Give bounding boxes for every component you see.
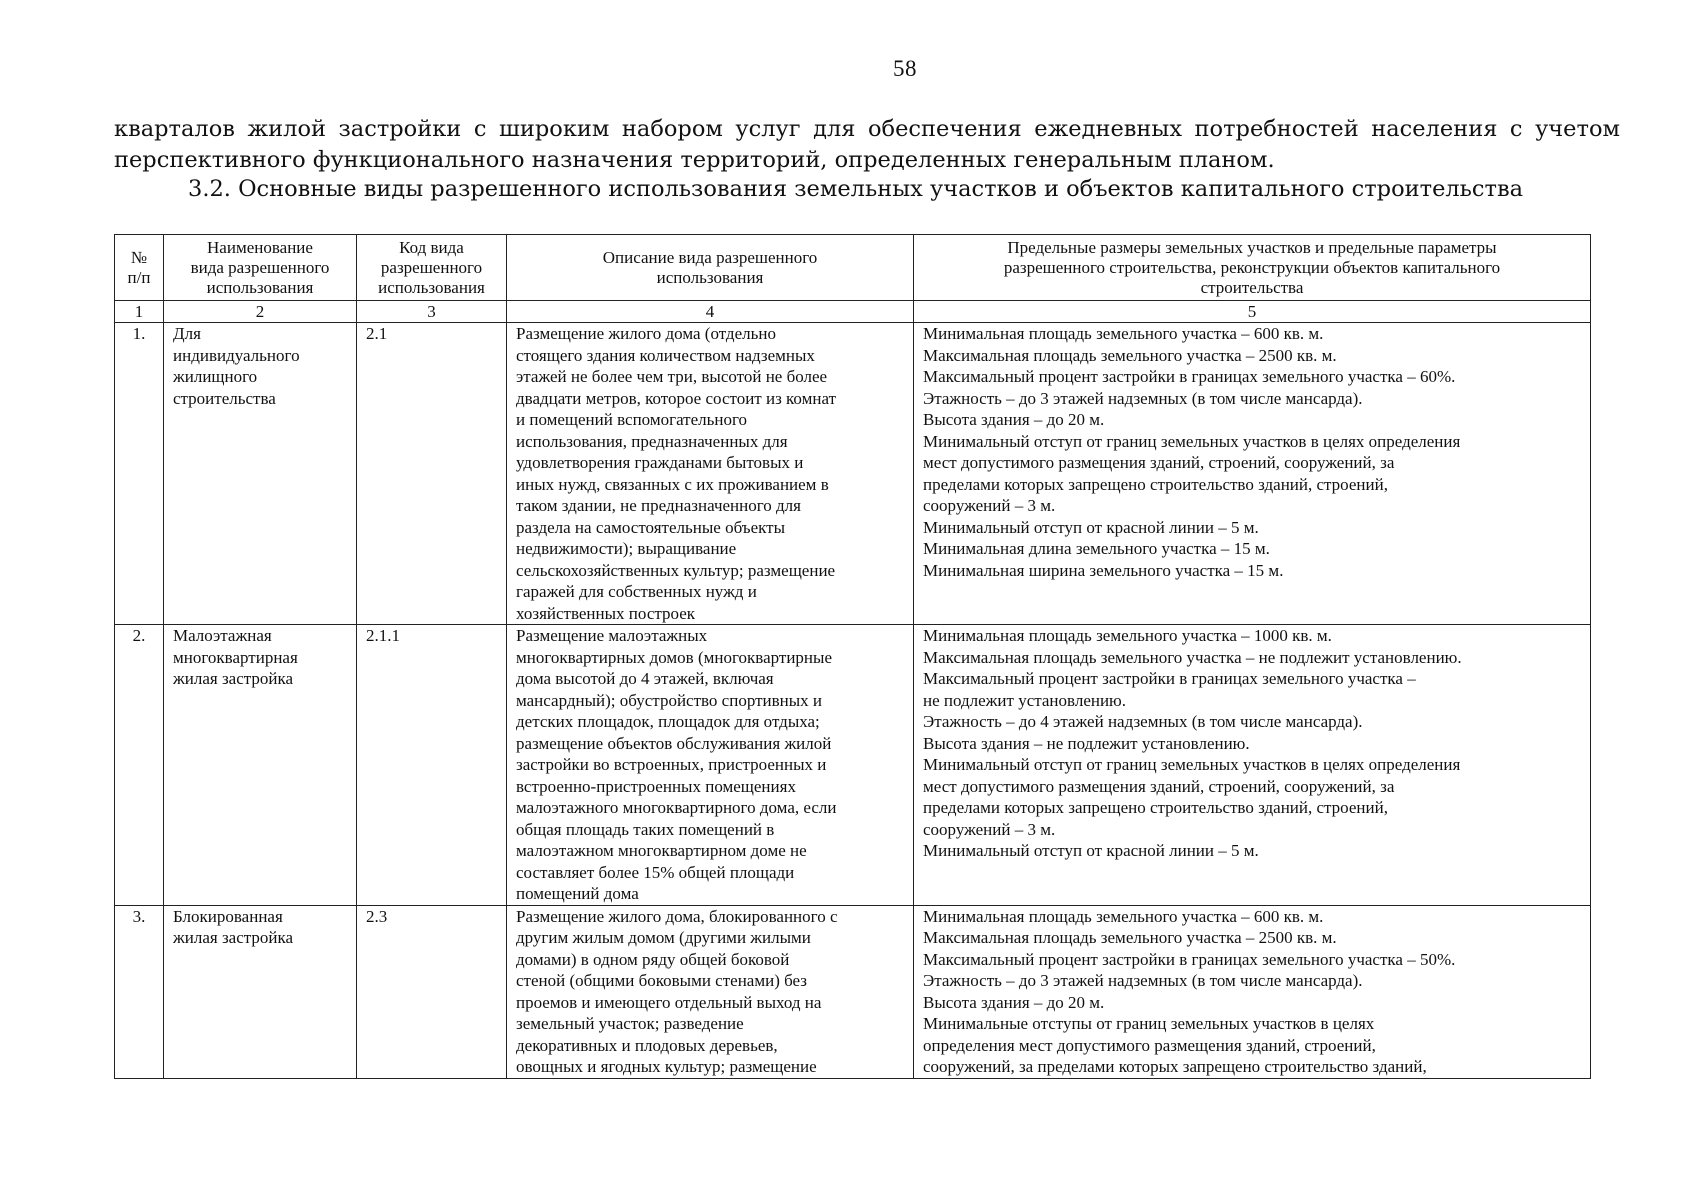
description-line: составляет более 15% общей площади xyxy=(516,862,795,882)
use-name-line: жилая застройка xyxy=(173,928,294,947)
row-use-name xyxy=(164,625,357,906)
row-use-name xyxy=(164,905,357,1078)
page-number: 58 xyxy=(893,56,917,81)
parameter-line: Максимальная площадь земельного участка – не подлежит установлению. xyxy=(923,647,1462,667)
row-parameters xyxy=(914,323,1591,625)
row-parameters xyxy=(914,905,1591,1078)
row-number: 1. xyxy=(115,323,164,625)
header-cell-description xyxy=(507,235,914,301)
row-use-code: 2.1 xyxy=(357,323,507,625)
parameter-line: Этажность – до 3 этажей надземных (в том числе мансарда). xyxy=(923,388,1363,408)
row-description xyxy=(507,625,914,906)
intro-paragraph xyxy=(114,114,1620,176)
column-number: 4 xyxy=(507,301,914,323)
description-line: таком здании, не предназначенного для xyxy=(516,496,801,515)
parameter-line: пределами которых запрещено строительство зданий, строений, xyxy=(923,474,1388,494)
description-line: помещений дома xyxy=(516,884,639,903)
header-text: использования xyxy=(656,267,764,287)
description-line: дома высотой до 4 этажей, включая xyxy=(516,669,774,688)
parameter-line: пределами которых запрещено строительство зданий, строений, xyxy=(923,798,1388,817)
column-number-row xyxy=(115,301,1591,323)
description-line: проемов и имеющего отдельный выход на xyxy=(516,992,822,1012)
header-cell-code xyxy=(357,235,507,301)
description-line: Размещение жилого дома, блокированного с xyxy=(516,906,838,926)
header-text: Код вида xyxy=(399,237,464,257)
parameter-line: Высота здания – до 20 м. xyxy=(923,410,1105,429)
parameter-line: Максимальный процент застройки в границах земельного участка – xyxy=(923,669,1416,688)
column-number: 5 xyxy=(914,301,1591,323)
description-line: встроенно-пристроенных помещениях xyxy=(516,776,796,796)
description-line: и помещений вспомогательного xyxy=(516,410,748,429)
description-line: многоквартирных домов (многоквартирные xyxy=(516,647,832,667)
description-line: общая площадь таких помещений в xyxy=(516,819,775,839)
parameter-line: Максимальный процент застройки в границах земельного участка – 50%. xyxy=(923,949,1456,969)
row-number: 3. xyxy=(115,905,164,1078)
parameter-line: мест допустимого размещения зданий, строений, сооружений, за xyxy=(923,776,1395,796)
description-line: недвижимости); выращивание xyxy=(516,539,737,558)
parameter-line: Минимальный отступ от границ земельных участков в целях определения xyxy=(923,755,1461,774)
column-number: 3 xyxy=(357,301,507,323)
description-line: использования, предназначенных для xyxy=(516,431,788,451)
description-line: стеной (общими боковыми стенами) без xyxy=(516,971,807,990)
table-row xyxy=(115,905,1591,1078)
description-line: детских площадок, площадок для отдыха; xyxy=(516,712,820,731)
header-text: разрешенного строительства, реконструкции объектов капитального xyxy=(1003,257,1501,277)
header-cell-parameters xyxy=(914,235,1591,301)
parameter-line: Минимальная площадь земельного участка – 600 кв. м. xyxy=(923,906,1324,926)
intro-line: кварталов жилой застройки с широким набором услуг для обеспечения ежедневных потребностей населения с учетом xyxy=(114,116,1620,142)
parameter-line: Этажность – до 4 этажей надземных (в том числе мансарда). xyxy=(923,712,1363,731)
use-name-line: жилищного xyxy=(173,367,258,386)
header-text: Предельные размеры земельных участков и предельные параметры xyxy=(1007,237,1497,257)
parameter-line: мест допустимого размещения зданий, строений, сооружений, за xyxy=(923,453,1395,472)
parameter-line: определения мест допустимого размещения зданий, строений, xyxy=(923,1035,1376,1055)
parameter-line: Максимальная площадь земельного участка – 2500 кв. м. xyxy=(923,345,1337,365)
parameter-line: Минимальный отступ от красной линии – 5 м. xyxy=(923,517,1259,537)
description-line: другим жилым домом (другими жилыми xyxy=(516,928,811,947)
column-number: 2 xyxy=(164,301,357,323)
use-name-line: жилая застройка xyxy=(173,669,294,688)
parameter-line: Минимальная площадь земельного участка – 1000 кв. м. xyxy=(923,626,1332,645)
row-use-name xyxy=(164,323,357,625)
section-heading: 3.2. Основные виды разрешенного использования земельных участков и объектов капитального строительства xyxy=(188,176,1524,202)
description-line: сельскохозяйственных культур; размещение xyxy=(516,560,836,580)
header-cell-name xyxy=(164,235,357,301)
description-line: размещение объектов обслуживания жилой xyxy=(516,733,832,753)
parameter-line: Минимальная длина земельного участка – 15 м. xyxy=(923,539,1270,558)
parameter-line: Минимальная площадь земельного участка – 600 кв. м. xyxy=(923,324,1324,343)
description-line: этажей не более чем три, высотой не более xyxy=(516,367,828,386)
description-line: стоящего здания количеством надземных xyxy=(516,345,815,365)
description-line: малоэтажного многоквартирного дома, если xyxy=(516,798,837,817)
description-line: хозяйственных построек xyxy=(516,603,696,623)
use-name-line: Для xyxy=(173,324,201,343)
description-line: домами) в одном ряду общей боковой xyxy=(516,949,790,969)
table-row xyxy=(115,323,1591,625)
parameter-line: сооружений – 3 м. xyxy=(923,496,1056,515)
description-line: Размещение жилого дома (отдельно xyxy=(516,324,776,343)
parameter-line: не подлежит установлению. xyxy=(923,690,1127,710)
description-line: удовлетворения гражданами бытовых и xyxy=(516,453,804,472)
parameter-line: Максимальный процент застройки в границах земельного участка – 60%. xyxy=(923,367,1456,386)
description-line: земельный участок; разведение xyxy=(516,1014,744,1033)
use-name-line: Блокированная xyxy=(173,906,283,926)
description-line: гаражей для собственных нужд и xyxy=(516,582,757,601)
use-name-line: индивидуального xyxy=(173,345,300,365)
row-use-code: 2.3 xyxy=(357,905,507,1078)
zoning-table xyxy=(114,234,1591,1079)
parameter-line: Высота здания – не подлежит установлению. xyxy=(923,733,1250,753)
description-line: двадцати метров, которое состоит из комнат xyxy=(516,388,836,408)
header-text: Наименование xyxy=(207,237,313,257)
header-text: использования xyxy=(378,277,485,297)
parameter-line: Минимальная ширина земельного участка – 15 м. xyxy=(923,560,1284,580)
description-line: иных нужд, связанных с их проживанием в xyxy=(516,474,829,494)
table-header-row xyxy=(115,235,1591,301)
parameter-line: Минимальные отступы от границ земельных участков в целях xyxy=(923,1014,1375,1033)
header-text: п/п xyxy=(127,267,151,287)
parameter-line: Максимальная площадь земельного участка – 2500 кв. м. xyxy=(923,928,1337,947)
use-name-line: Малоэтажная xyxy=(173,626,272,645)
parameter-line: сооружений – 3 м. xyxy=(923,819,1056,839)
row-description xyxy=(507,323,914,625)
parameter-line: Этажность – до 3 этажей надземных (в том числе мансарда). xyxy=(923,971,1363,990)
table-row xyxy=(115,625,1591,906)
header-text: строительства xyxy=(1200,277,1304,297)
description-line: малоэтажном многоквартирном доме не xyxy=(516,841,807,860)
parameter-line: Минимальный отступ от границ земельных участков в целях определения xyxy=(923,431,1461,451)
use-name-line: строительства xyxy=(173,388,276,408)
intro-line: перспективного функционального назначения территорий, определенных генеральным планом. xyxy=(114,147,1275,173)
description-line: раздела на самостоятельные объекты xyxy=(516,517,786,537)
header-text: № xyxy=(130,247,148,267)
row-description xyxy=(507,905,914,1078)
column-number: 1 xyxy=(115,301,164,323)
header-text: использования xyxy=(206,277,314,297)
header-text: Описание вида разрешенного xyxy=(602,247,818,267)
row-use-code: 2.1.1 xyxy=(357,625,507,906)
use-name-line: многоквартирная xyxy=(173,647,298,667)
parameter-line: Минимальный отступ от красной линии – 5 м. xyxy=(923,841,1259,860)
description-line: мансардный); обустройство спортивных и xyxy=(516,690,823,710)
description-line: застройки во встроенных, пристроенных и xyxy=(516,755,827,774)
header-text: вида разрешенного xyxy=(190,257,330,277)
description-line: Размещение малоэтажных xyxy=(516,626,708,645)
header-cell-number xyxy=(115,235,164,301)
row-number: 2. xyxy=(115,625,164,906)
description-line: декоративных и плодовых деревьев, xyxy=(516,1035,778,1055)
parameter-line: Высота здания – до 20 м. xyxy=(923,992,1105,1012)
row-parameters xyxy=(914,625,1591,906)
header-text: разрешенного xyxy=(380,257,483,277)
description-line: овощных и ягодных культур; размещение xyxy=(516,1057,817,1076)
parameter-line: сооружений, за пределами которых запрещено строительство зданий, xyxy=(923,1057,1427,1076)
